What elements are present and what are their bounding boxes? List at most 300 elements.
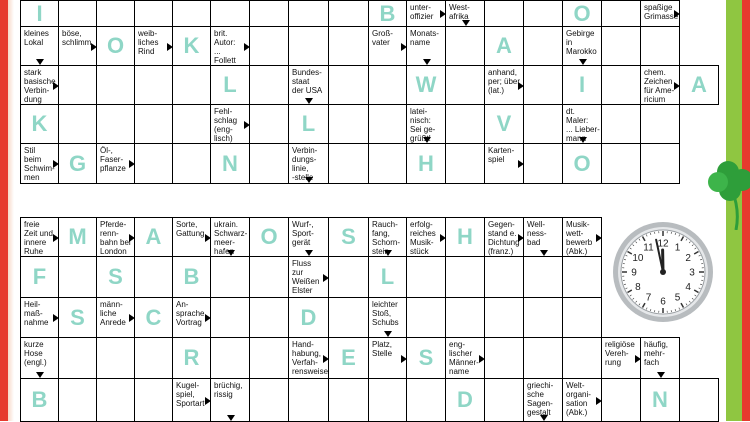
empty-cell[interactable] — [249, 26, 289, 66]
answer-letter: L — [381, 264, 394, 290]
clue-text-line: rensweise — [292, 367, 328, 376]
clue-text-line: (eng- — [214, 125, 249, 134]
clue-cell — [172, 217, 211, 257]
clue-text-line: Hand- — [292, 340, 328, 349]
answer-letter: I — [579, 72, 585, 98]
clue-cell — [172, 378, 211, 422]
clue-text-line: Stil — [24, 146, 58, 155]
clue-text-line: staat — [292, 77, 328, 86]
clue-text-line: name — [410, 38, 445, 47]
clue-text-line: (franz.) — [488, 247, 523, 256]
clue-text-line: Männer- — [449, 358, 484, 367]
clue-text-line: beim — [24, 155, 58, 164]
answer-letter-cell — [20, 256, 59, 298]
arrow-right-icon — [674, 10, 680, 18]
clue-text-line: lisch) — [214, 134, 249, 143]
empty-cell[interactable] — [445, 65, 485, 105]
answer-letter: H — [418, 151, 434, 177]
empty-cell[interactable] — [96, 0, 135, 27]
clue-text-line: religiöse — [605, 340, 640, 349]
clue-text-line: Pferde- — [100, 220, 134, 229]
clue-cell — [484, 65, 524, 105]
empty-cell[interactable] — [445, 143, 485, 184]
clue-text-line: Verfah- — [292, 358, 328, 367]
clue-text-line: latei- — [410, 107, 445, 116]
empty-cell[interactable] — [210, 297, 250, 338]
empty-cell[interactable] — [328, 104, 369, 144]
clue-text-line: erfolg- — [410, 220, 445, 229]
clue-text-line: dt. — [566, 107, 601, 116]
clue-text-line: rissig — [214, 390, 249, 399]
clue-cell — [484, 143, 524, 184]
clue-text-line: Elster — [292, 286, 328, 295]
empty-cell[interactable] — [484, 378, 524, 422]
clue-text-line: Karten- — [488, 146, 523, 155]
clue-cell — [134, 26, 173, 66]
clue-text-line: ness- — [527, 229, 562, 238]
answer-letter-cell — [445, 378, 485, 422]
clue-text-line: gestalt — [527, 408, 562, 417]
empty-cell[interactable] — [288, 26, 329, 66]
clue-text-line: Fluss — [292, 259, 328, 268]
arrow-down-icon — [227, 415, 235, 421]
clue-cell — [288, 143, 329, 184]
answer-letter-cell — [484, 104, 524, 144]
empty-cell[interactable] — [601, 104, 641, 144]
empty-cell[interactable] — [601, 143, 641, 184]
clue-text-line: Öl-, — [100, 146, 134, 155]
empty-cell[interactable] — [172, 0, 211, 27]
empty-cell[interactable] — [249, 378, 289, 422]
empty-cell[interactable] — [249, 297, 289, 338]
clue-text-line: schlag — [214, 116, 249, 125]
clue-text-line: Gattung — [176, 229, 210, 238]
answer-letter-cell — [484, 26, 524, 66]
clue-text-line: stück — [410, 247, 445, 256]
clue-text-line: Welt- — [566, 381, 601, 390]
clue-cell — [20, 297, 59, 338]
clue-text-line: dungs- — [292, 155, 328, 164]
clue-text-line: Platz, — [372, 340, 406, 349]
answer-letter: A — [691, 72, 707, 98]
answer-letter-cell — [96, 256, 135, 298]
clue-text-line: nahme — [24, 318, 58, 327]
empty-cell[interactable] — [484, 256, 524, 298]
clue-cell — [562, 104, 602, 144]
empty-cell[interactable] — [679, 378, 719, 422]
clue-text-line: eng- — [449, 340, 484, 349]
clue-text-line: habung, — [292, 349, 328, 358]
answer-letter: S — [108, 264, 123, 290]
clue-text-line: fach — [644, 358, 679, 367]
clue-text-line: anhand, — [488, 68, 523, 77]
clock-icon — [612, 221, 714, 323]
clue-cell — [406, 26, 446, 66]
answer-letter: K — [184, 33, 200, 59]
clue-text-line: der USA — [292, 86, 328, 95]
clue-text-line: Lokal — [24, 38, 58, 47]
clue-cell — [406, 0, 446, 27]
answer-letter: R — [184, 345, 200, 371]
clue-text-line: Sei ge- — [410, 125, 445, 134]
clue-cell — [406, 104, 446, 144]
answer-letter: N — [652, 387, 668, 413]
empty-cell[interactable] — [601, 0, 641, 27]
clue-cell — [484, 217, 524, 257]
empty-cell[interactable] — [484, 337, 524, 379]
clue-text-line: innere — [24, 238, 58, 247]
answer-letter: I — [36, 1, 42, 27]
empty-cell[interactable] — [523, 337, 563, 379]
clue-text-line: Dichtung — [488, 238, 523, 247]
clue-cell — [20, 143, 59, 184]
empty-cell[interactable] — [172, 65, 211, 105]
clue-text-line: grüßt! — [410, 134, 445, 143]
answer-letter: N — [222, 151, 238, 177]
clue-text-line: freie — [24, 220, 58, 229]
empty-cell[interactable] — [96, 337, 135, 379]
empty-cell[interactable] — [406, 378, 446, 422]
answer-letter: M — [68, 224, 86, 250]
answer-letter-cell — [406, 337, 446, 379]
answer-letter-cell — [134, 297, 173, 338]
empty-cell[interactable] — [134, 378, 173, 422]
empty-cell[interactable] — [328, 26, 369, 66]
clue-text-line: name — [449, 367, 484, 376]
empty-cell[interactable] — [523, 143, 563, 184]
clue-text-line: Schubs — [372, 318, 406, 327]
empty-cell[interactable] — [96, 104, 135, 144]
answer-letter-cell — [96, 26, 135, 66]
clue-text-line: Marokko — [566, 47, 601, 56]
clue-text-line: mehr- — [644, 349, 679, 358]
answer-letter-cell — [445, 217, 485, 257]
empty-cell[interactable] — [445, 256, 485, 298]
clue-text-line: fang, — [372, 229, 406, 238]
answer-letter: B — [380, 1, 396, 27]
clover-icon — [706, 150, 750, 230]
empty-cell[interactable] — [172, 104, 211, 144]
empty-cell[interactable] — [249, 65, 289, 105]
clue-text-line: ukrain. — [214, 220, 249, 229]
clue-cell — [20, 65, 59, 105]
answer-letter-cell — [328, 217, 369, 257]
clue-text-line: häufig, — [644, 340, 679, 349]
empty-cell[interactable] — [288, 378, 329, 422]
clue-text-line: vater — [372, 38, 406, 47]
empty-cell[interactable] — [406, 297, 446, 338]
empty-cell[interactable] — [134, 143, 173, 184]
empty-cell[interactable] — [523, 0, 563, 27]
clue-text-line: renn- — [100, 229, 134, 238]
clue-text-line: sprache, — [176, 309, 210, 318]
clue-cell — [368, 337, 407, 379]
clue-text-line: Well- — [527, 220, 562, 229]
clue-text-line: afrika — [449, 12, 484, 21]
empty-cell[interactable] — [210, 337, 250, 379]
answer-letter-cell — [406, 143, 446, 184]
empty-cell[interactable] — [368, 65, 407, 105]
clue-text-line: ricium — [644, 95, 679, 104]
clue-text-line: Rind — [138, 47, 172, 56]
clue-text-line: Sport- — [292, 229, 328, 238]
empty-cell[interactable] — [58, 256, 97, 298]
clue-text-line: in — [566, 38, 601, 47]
clue-text-line: Faser- — [100, 155, 134, 164]
empty-cell[interactable] — [523, 65, 563, 105]
clue-text-line: kleines — [24, 29, 58, 38]
answer-letter: A — [146, 224, 162, 250]
clue-text-line: kurze — [24, 340, 58, 349]
answer-letter-cell — [288, 297, 329, 338]
empty-cell[interactable] — [249, 143, 289, 184]
answer-letter: C — [146, 305, 162, 331]
clue-text-line: stand e. — [488, 229, 523, 238]
empty-cell[interactable] — [562, 256, 602, 298]
clue-text-line: männ- — [100, 300, 134, 309]
empty-cell[interactable] — [249, 0, 289, 27]
clue-text-line: Follett — [214, 56, 249, 65]
clue-text-line: Rauch- — [372, 220, 406, 229]
empty-cell[interactable] — [445, 104, 485, 144]
clue-cell — [523, 378, 563, 422]
answer-letter: S — [419, 345, 434, 371]
clue-cell — [288, 65, 329, 105]
clock-numeral: 6 — [660, 297, 666, 308]
empty-cell[interactable] — [134, 65, 173, 105]
answer-letter-cell — [58, 143, 97, 184]
empty-cell[interactable] — [288, 0, 329, 27]
clue-text-line: Hose — [24, 349, 58, 358]
clue-text-line: für Ame- — [644, 86, 679, 95]
clue-text-line: ... — [214, 47, 249, 56]
clue-text-line: reiches — [410, 229, 445, 238]
clue-text-line: Schwim- — [24, 164, 58, 173]
clock-numeral: 5 — [675, 293, 681, 304]
clue-text-line: Musik- — [410, 238, 445, 247]
clue-cell — [288, 217, 329, 257]
clue-text-line: -stelle — [292, 173, 328, 182]
empty-cell[interactable] — [445, 26, 485, 66]
clue-text-line: spaßige — [644, 3, 679, 12]
clue-text-line: liches — [138, 38, 172, 47]
clue-text-line: Vereh- — [605, 349, 640, 358]
empty-cell[interactable] — [562, 297, 602, 338]
empty-cell[interactable] — [368, 378, 407, 422]
clue-text-line: spiel, — [176, 390, 210, 399]
empty-cell[interactable] — [640, 104, 680, 144]
answer-letter-cell — [679, 65, 719, 105]
empty-cell[interactable] — [134, 256, 173, 298]
clue-text-line: Musik- — [566, 220, 601, 229]
answer-letter-cell — [640, 378, 680, 422]
clue-cell — [210, 104, 250, 144]
clue-text-line: leichter — [372, 300, 406, 309]
answer-letter: E — [341, 345, 356, 371]
clue-text-line: brüchig, — [214, 381, 249, 390]
empty-cell[interactable] — [445, 297, 485, 338]
clue-cell — [172, 297, 211, 338]
clue-text-line: gerät — [292, 238, 328, 247]
answer-letter: K — [32, 111, 48, 137]
clock-numeral: 7 — [646, 293, 652, 304]
empty-cell[interactable] — [523, 256, 563, 298]
empty-cell[interactable] — [328, 378, 369, 422]
answer-letter: B — [32, 387, 48, 413]
clock-numeral: 4 — [685, 282, 691, 293]
arrow-down-icon — [540, 415, 548, 421]
empty-cell[interactable] — [562, 337, 602, 379]
clue-text-line: lischer — [449, 349, 484, 358]
clue-text-line: bahn bei — [100, 238, 134, 247]
clue-cell — [368, 297, 407, 338]
clue-text-line: (engl.) — [24, 358, 58, 367]
clue-text-line: Schorn- — [372, 238, 406, 247]
answer-letter-cell — [172, 26, 211, 66]
clue-text-line: basische — [24, 77, 58, 86]
clue-text-line: London — [100, 247, 134, 256]
empty-cell[interactable] — [368, 104, 407, 144]
empty-cell[interactable] — [249, 104, 289, 144]
answer-letter: V — [497, 111, 512, 137]
empty-cell[interactable] — [601, 26, 641, 66]
clue-text-line: maß- — [24, 309, 58, 318]
answer-letter: D — [301, 305, 317, 331]
answer-letter: G — [69, 151, 86, 177]
empty-cell[interactable] — [249, 337, 289, 379]
clue-text-line: (Abk.) — [566, 408, 601, 417]
clue-cell — [445, 337, 485, 379]
empty-cell[interactable] — [134, 104, 173, 144]
clue-cell — [20, 337, 59, 379]
answer-letter-cell — [210, 65, 250, 105]
empty-cell[interactable] — [328, 143, 369, 184]
answer-letter-cell — [368, 0, 407, 27]
clue-text-line: spiel — [488, 155, 523, 164]
answer-letter: O — [573, 1, 590, 27]
clue-cell — [96, 297, 135, 338]
answer-letter: D — [457, 387, 473, 413]
clue-text-line: Ruhe — [24, 247, 58, 256]
clue-text-line: per; über — [488, 77, 523, 86]
clue-text-line: Sportart — [176, 399, 210, 408]
empty-cell[interactable] — [484, 297, 524, 338]
empty-cell[interactable] — [368, 143, 407, 184]
answer-letter-cell — [562, 65, 602, 105]
clue-text-line: nisch: — [410, 116, 445, 125]
clue-text-line: Heil- — [24, 300, 58, 309]
answer-letter-cell — [328, 337, 369, 379]
answer-letter-cell — [249, 217, 289, 257]
clue-cell — [601, 337, 641, 379]
clue-text-line: mann — [566, 134, 601, 143]
answer-letter-cell — [58, 297, 97, 338]
empty-cell[interactable] — [172, 143, 211, 184]
empty-cell[interactable] — [484, 0, 524, 27]
answer-letter: H — [457, 224, 473, 250]
empty-cell[interactable] — [640, 143, 680, 184]
clue-text-line: men — [24, 173, 58, 182]
clue-text-line: Schwarz- — [214, 229, 249, 238]
empty-cell[interactable] — [134, 337, 173, 379]
clue-cell — [20, 217, 59, 257]
empty-cell[interactable] — [96, 378, 135, 422]
clock-numeral: 3 — [689, 268, 695, 279]
clue-text-line: Autor: — [214, 38, 249, 47]
empty-cell[interactable] — [601, 65, 641, 105]
empty-cell[interactable] — [640, 26, 680, 66]
clue-text-line: West- — [449, 3, 484, 12]
answer-letter-cell — [562, 143, 602, 184]
clock-numeral: 2 — [685, 253, 691, 264]
answer-letter: O — [107, 33, 124, 59]
answer-letter-cell — [288, 104, 329, 144]
empty-cell[interactable] — [523, 26, 563, 66]
answer-letter-cell — [172, 256, 211, 298]
empty-cell[interactable] — [58, 337, 97, 379]
answer-letter-cell — [368, 256, 407, 298]
empty-cell[interactable] — [406, 256, 446, 298]
clue-text-line: linie, — [292, 164, 328, 173]
answer-letter: L — [302, 111, 315, 137]
empty-cell[interactable] — [328, 65, 369, 105]
empty-cell[interactable] — [328, 297, 369, 338]
empty-cell[interactable] — [58, 104, 97, 144]
empty-cell[interactable] — [328, 256, 369, 298]
empty-cell[interactable] — [249, 256, 289, 298]
clue-text-line: Bundes- — [292, 68, 328, 77]
clue-text-line: Zeit und — [24, 229, 58, 238]
answer-letter-cell — [58, 217, 97, 257]
empty-cell[interactable] — [523, 104, 563, 144]
empty-cell[interactable] — [58, 378, 97, 422]
empty-cell[interactable] — [58, 65, 97, 105]
clue-text-line: brit. — [214, 29, 249, 38]
clue-text-line: meer- — [214, 238, 249, 247]
clock-numeral: 10 — [632, 253, 644, 264]
empty-cell[interactable] — [134, 0, 173, 27]
clue-cell — [210, 26, 250, 66]
answer-letter: O — [260, 224, 277, 250]
clue-cell — [640, 337, 680, 379]
answer-letter: F — [33, 264, 46, 290]
clue-text-line: chem. — [644, 68, 679, 77]
empty-cell[interactable] — [210, 0, 250, 27]
empty-cell[interactable] — [210, 256, 250, 298]
clue-text-line: ... Lieber- — [566, 125, 601, 134]
empty-cell[interactable] — [328, 0, 369, 27]
clue-text-line: bad — [527, 238, 562, 247]
clock-numeral: 9 — [631, 268, 637, 279]
answer-letter-cell — [562, 0, 602, 27]
empty-cell[interactable] — [96, 65, 135, 105]
empty-cell[interactable] — [523, 297, 563, 338]
clue-text-line: zur — [292, 268, 328, 277]
empty-cell[interactable] — [601, 378, 641, 422]
empty-cell[interactable] — [58, 0, 97, 27]
clue-text-line: (lat.) — [488, 86, 523, 95]
clue-text-line: pflanze — [100, 164, 134, 173]
clue-text-line: böse, — [62, 29, 96, 38]
answer-letter: B — [184, 264, 200, 290]
clue-text-line: Monats- — [410, 29, 445, 38]
clue-cell — [288, 337, 329, 379]
clue-text-line: Groß- — [372, 29, 406, 38]
clue-text-line: Verbin- — [292, 146, 328, 155]
answer-letter: L — [223, 72, 236, 98]
clue-cell — [406, 217, 446, 257]
clue-cell — [562, 26, 602, 66]
